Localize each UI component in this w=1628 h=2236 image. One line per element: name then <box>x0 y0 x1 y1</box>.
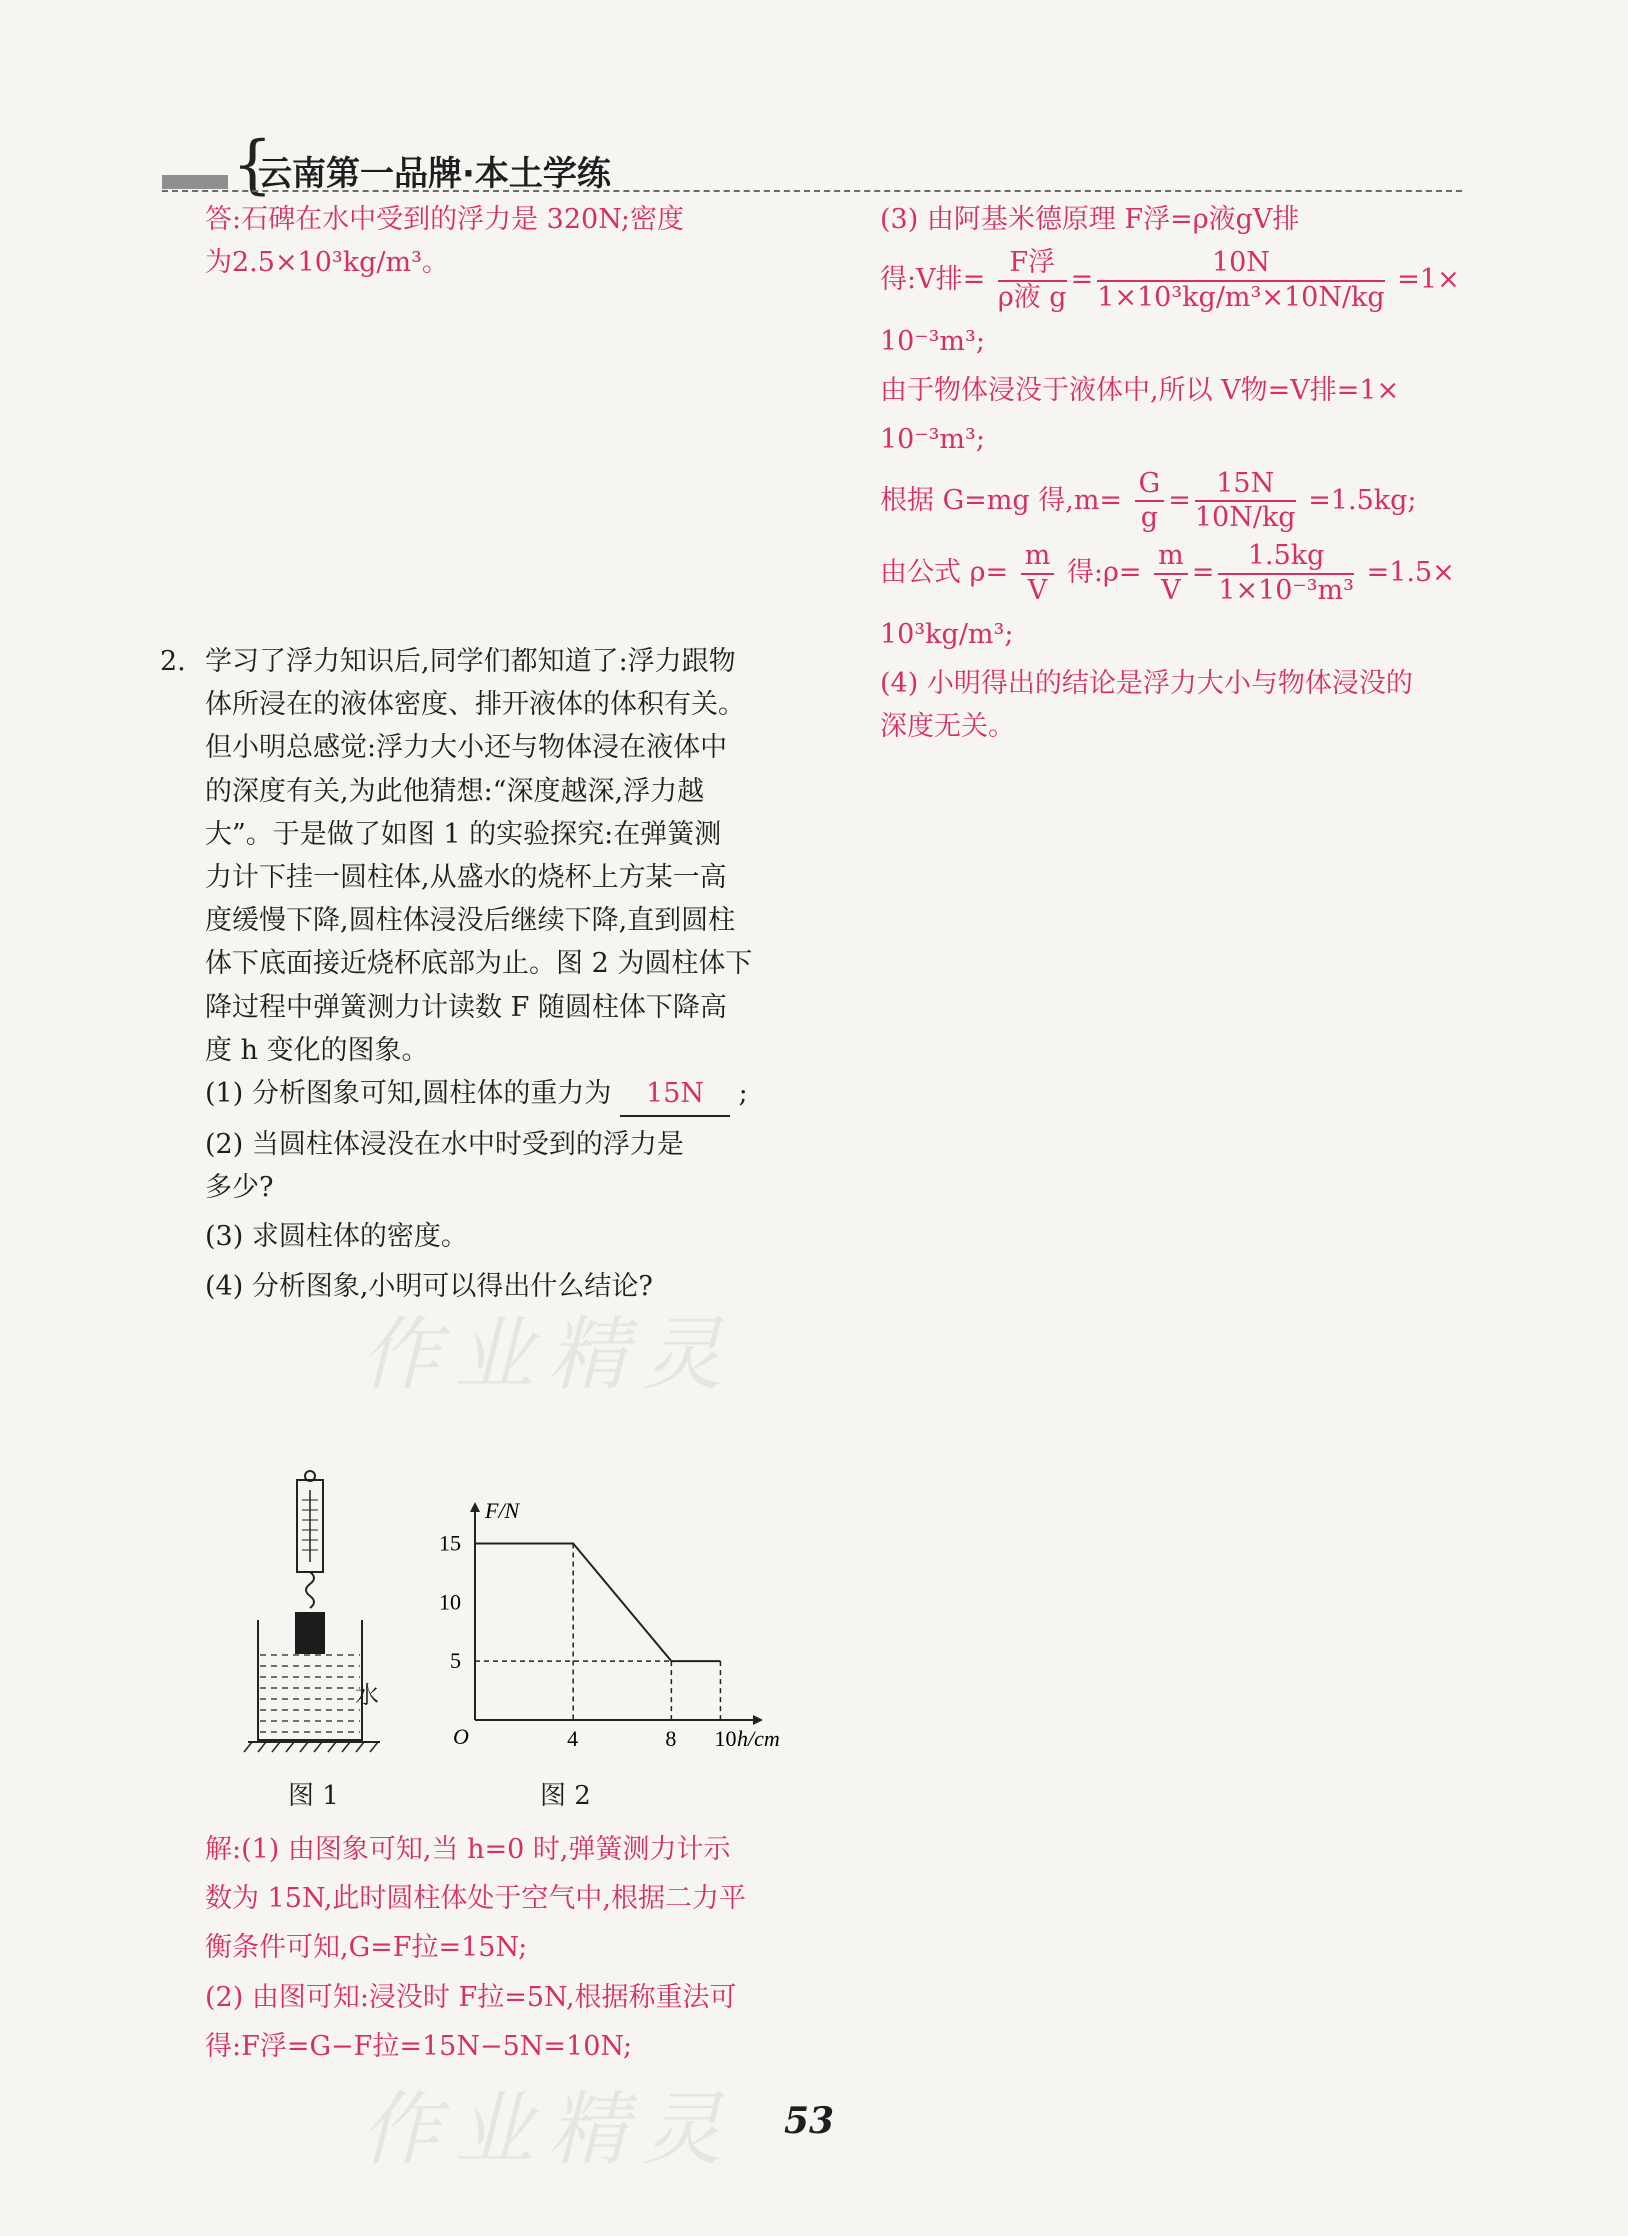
x-tick-label: 4 <box>567 1726 579 1751</box>
solution-line: 衡条件可知,G=F拉=15N; <box>205 1932 528 1964</box>
sub-question-2-line1: (2) 当圆柱体浸没在水中时受到的浮力是 <box>205 1129 684 1161</box>
sub1-text: (1) 分析图象可知,圆柱体的重力为 <box>205 1077 612 1109</box>
r7-f3-den: 1×10⁻³m³ <box>1218 574 1354 606</box>
r7-f1-den: V <box>1027 574 1048 606</box>
sub1-post: ; <box>738 1077 748 1109</box>
r7-f1-num: m <box>1021 540 1055 574</box>
r-line-6: 根据 G=mg 得,m= $\frac{G}{g}$ = $\frac{15N}{10N/kg}$ =1.5kg; <box>880 467 1417 533</box>
r2-frac-1 <box>998 247 1067 314</box>
question-line: 体下底面接近烧杯底部为止。图 2 为圆柱体下 <box>205 948 753 980</box>
sub1-answer-blank: 15N <box>620 1072 730 1117</box>
r-line-5: 10⁻³m³; <box>880 424 985 456</box>
x-axis-arrow <box>753 1715 763 1725</box>
left-top-answer <box>205 198 805 284</box>
r6-frac-2 <box>1195 468 1296 535</box>
r6-f2-num: 15N <box>1195 468 1296 502</box>
figure-1-apparatus <box>240 1470 400 1760</box>
y-axis-label: F/N <box>485 1498 520 1523</box>
series-line <box>475 1544 720 1662</box>
question-line: 但小明总感觉:浮力大小还与物体浸在液体中 <box>205 732 728 764</box>
header-divider <box>162 190 1462 192</box>
question-line: 度 h 变化的图象。 <box>205 1034 429 1066</box>
figure-2-caption: 图 2 <box>540 1781 591 1811</box>
sub-question-3: (3) 求圆柱体的密度。 <box>205 1221 468 1253</box>
watermark-2: 作业精灵 <box>360 2083 736 2176</box>
r6-f1-num: G <box>1135 468 1165 502</box>
r7-f3-num: 1.5kg <box>1218 540 1354 574</box>
r6-frac-1 <box>1135 468 1165 535</box>
tick-labels <box>439 1531 736 1751</box>
r7-frac-3 <box>1218 540 1354 607</box>
y-tick-label: 5 <box>450 1648 461 1674</box>
r-line-10: 深度无关。 <box>880 711 1015 743</box>
question-line: 度缓慢下降,圆柱体浸没后继续下降,直到圆柱 <box>205 905 736 937</box>
prev-answer-line-1: 答:石碑在水中受到的浮力是 320N;密度 <box>205 204 684 235</box>
question-2 <box>160 640 800 1314</box>
r2-f1-num: F浮 <box>998 247 1067 281</box>
sub-question-4: (4) 分析图象,小明可以得出什么结论? <box>205 1270 653 1302</box>
r6-f2-den: 10N/kg <box>1194 501 1296 533</box>
r-line-7: 由公式 ρ= $\frac{m}{V}$ 得:ρ= $\frac{m}{V}$ = $\frac{1.5kg}{\text{1×10⁻³m³}}$ =1.5× <box>880 540 1455 606</box>
y-axis-arrow <box>470 1502 480 1512</box>
r-line-3: 10⁻³m³; <box>880 325 985 357</box>
solution-line: 解:(1) 由图象可知,当 h=0 时,弹簧测力计示 <box>205 1834 731 1865</box>
x-tick-label: 10 <box>714 1726 737 1751</box>
origin-label: O <box>453 1724 469 1749</box>
figure-2-chart <box>430 1498 780 1765</box>
solution-line: (2) 由图可知:浸没时 F拉=5N,根据称重法可 <box>205 1981 737 2013</box>
r-line-8: 10³kg/m³; <box>880 619 1014 651</box>
r7-frac-1 <box>1021 540 1055 607</box>
r6-pre: 根据 G=mg 得,m= <box>880 484 1123 516</box>
page-number: 53 <box>784 2100 835 2142</box>
question-line: 的深度有关,为此他猜想:“深度越深,浮力越 <box>205 775 705 807</box>
header-brace: { <box>232 128 273 202</box>
guide-lines <box>475 1544 720 1720</box>
r-line-4: 由于物体浸没于液体中,所以 V物=V排=1× <box>880 375 1400 407</box>
solution-line: 数为 15N,此时圆柱体处于空气中,根据二力平 <box>205 1883 747 1915</box>
r7-post: =1.5× <box>1366 557 1455 589</box>
r-line-2: 得:V排= $\frac{\text{F浮}}{\text{ρ液 g}}$ = $\frac{10N}{\text{1×10³kg/m³×10N/kg}}$ =1× <box>880 247 1460 313</box>
r-line-9: (4) 小明得出的结论是浮力大小与物体浸没的 <box>880 668 1413 700</box>
x-axis-label: h/cm <box>737 1726 780 1751</box>
r2-frac-2 <box>1097 247 1385 314</box>
r2-f2-den: 1×10³kg/m³×10N/kg <box>1097 281 1385 313</box>
y-tick-label: 15 <box>439 1530 461 1556</box>
r2-f2-num: 10N <box>1097 247 1385 281</box>
sub-question-1 <box>205 1072 800 1117</box>
header-title: 云南第一品牌·本土学练 <box>258 154 611 194</box>
r6-f1-den: g <box>1140 501 1159 533</box>
sub-question-2-line2: 多少? <box>205 1172 274 1204</box>
r2-pre: 得:V排= <box>880 264 986 296</box>
y-tick-label: 10 <box>439 1589 461 1615</box>
question-line: 学习了浮力知识后,同学们都知道了:浮力跟物 <box>205 646 736 677</box>
question-line: 大”。于是做了如图 1 的实验探究:在弹簧测 <box>205 818 722 850</box>
r6-post: =1.5kg; <box>1308 484 1417 516</box>
cylinder <box>295 1612 325 1654</box>
r7-f2-num: m <box>1154 540 1188 574</box>
question-number: 2. <box>160 646 186 677</box>
water-label: 水 <box>355 1681 379 1709</box>
r7-mid: 得:ρ= <box>1066 557 1142 589</box>
question-text <box>205 640 800 1072</box>
r-line-1: (3) 由阿基米德原理 F浮=ρ液gV排 <box>880 204 1300 235</box>
header-bar <box>162 175 228 189</box>
r2-post: =1× <box>1397 264 1460 296</box>
figure-1-caption: 图 1 <box>288 1781 339 1811</box>
question-line: 体所浸在的液体密度、排开液体的体积有关。 <box>205 689 745 721</box>
r7-pre: 由公式 ρ= <box>880 557 1009 589</box>
r7-f2-den: V <box>1161 574 1181 606</box>
solution-right <box>880 198 1470 749</box>
prev-answer-line-2: 为2.5×10³kg/m³。 <box>205 247 449 279</box>
question-line: 力计下挂一圆柱体,从盛水的烧杯上方某一高 <box>205 861 727 893</box>
watermark-1: 作业精灵 <box>360 1308 736 1401</box>
r2-f1-den: ρ液 g <box>997 281 1067 313</box>
x-tick-label: 8 <box>665 1726 677 1751</box>
solution-left <box>205 1828 805 2074</box>
question-line: 降过程中弹簧测力计读数 F 随圆柱体下降高 <box>205 991 727 1023</box>
solution-line: 得:F浮=G−F拉=15N−5N=10N; <box>205 2030 633 2062</box>
r7-frac-2 <box>1154 540 1188 607</box>
